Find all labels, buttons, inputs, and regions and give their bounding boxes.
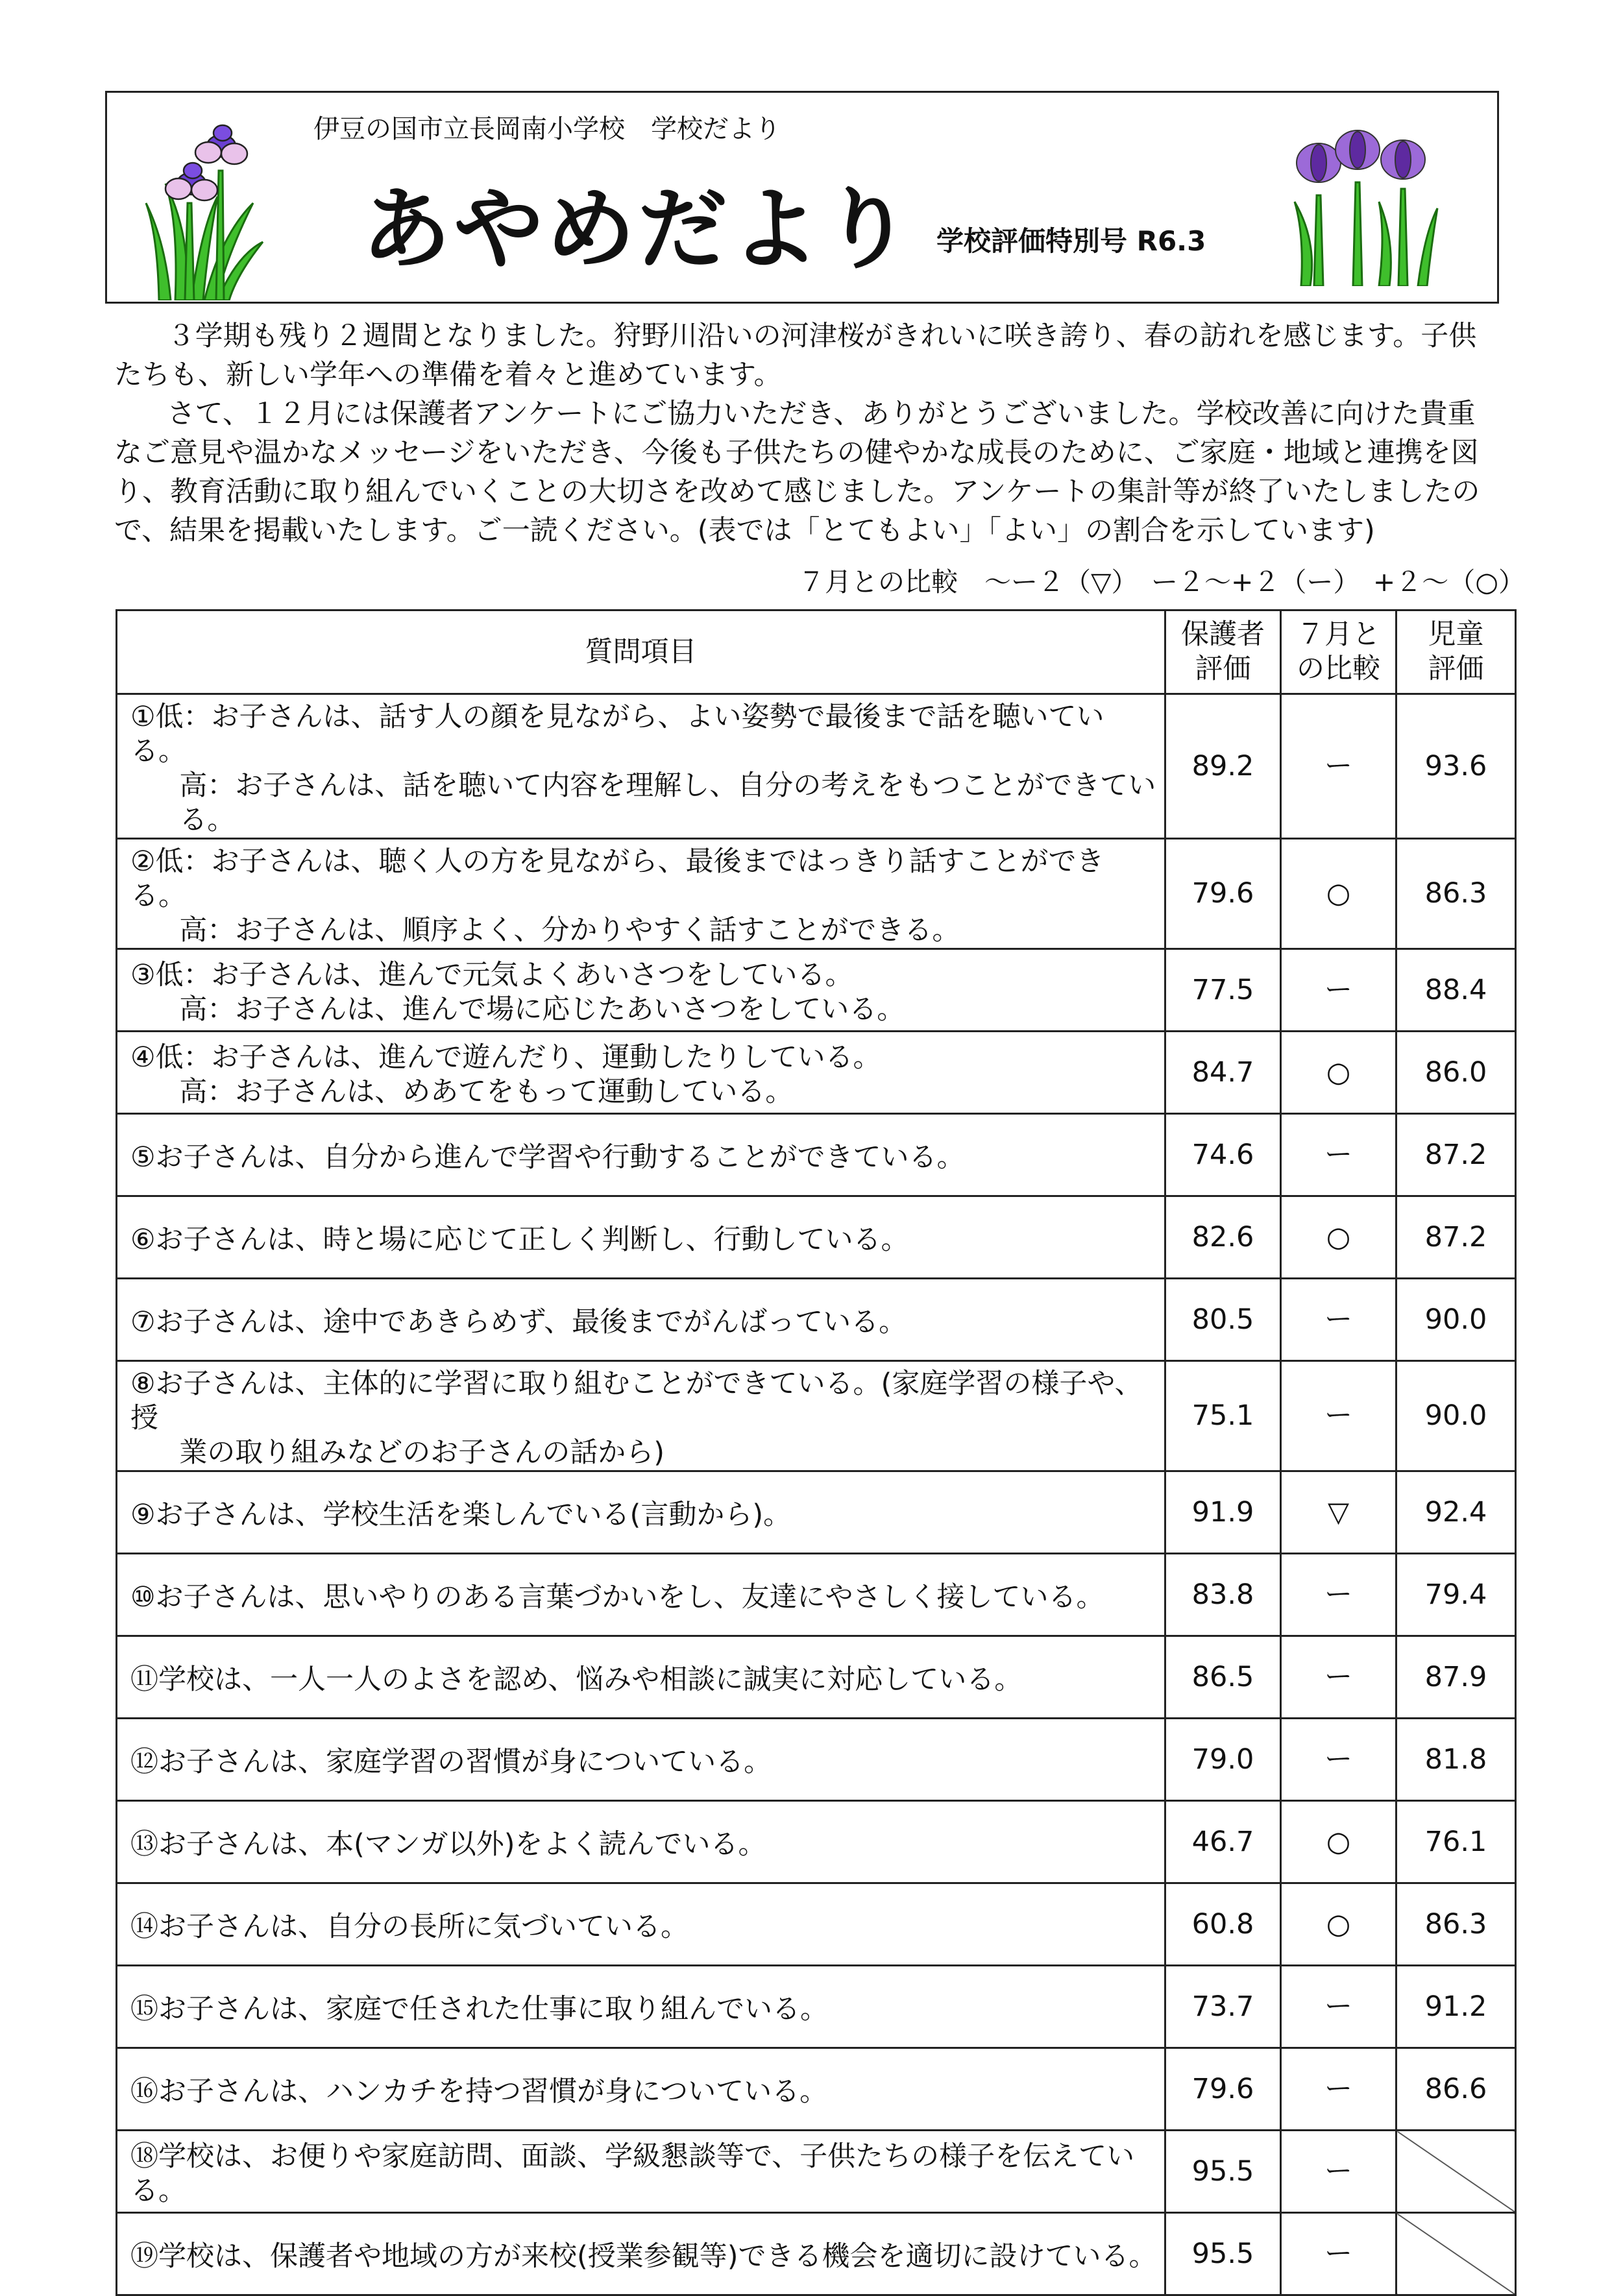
table-header-row xyxy=(117,610,1516,694)
child-score-cell: 86.0 xyxy=(1397,1032,1516,1114)
child-score-cell: 92.4 xyxy=(1397,1471,1516,1554)
question-cell xyxy=(117,2213,1165,2295)
question-line: ⑩お子さんは、思いやりのある言葉づかいをし、友達にやさしく接している。 xyxy=(130,1580,1104,1613)
question-cell xyxy=(117,2048,1165,2131)
school-name: 伊豆の国市立長岡南小学校 学校だより xyxy=(313,114,781,144)
table-row xyxy=(117,694,1516,839)
question-line: ⑧お子さんは、主体的に学習に取り組むことができている。(家庭学習の様子や、授 xyxy=(130,1368,1143,1434)
question-cell xyxy=(117,694,1165,839)
child-score-cell: 86.6 xyxy=(1397,2048,1516,2131)
parent-score-cell: 95.5 xyxy=(1165,2131,1281,2213)
child-score-cell: 93.6 xyxy=(1397,694,1516,839)
child-score-cell: 88.4 xyxy=(1397,949,1516,1032)
comparison-legend: ７月との比較 ～ー２（▽） ー２～+２（ー） +２～（○） xyxy=(798,566,1526,598)
masthead xyxy=(105,91,1499,304)
parent-score-cell: 89.2 xyxy=(1165,694,1281,839)
table-row xyxy=(117,1554,1516,1636)
question-cell xyxy=(117,1032,1165,1114)
header-july-compare: ７月と の比較 xyxy=(1281,610,1397,694)
comparison-cell: ー xyxy=(1281,1554,1397,1636)
child-score-cell: 86.3 xyxy=(1397,839,1516,949)
header-parent-eval: 保護者 評価 xyxy=(1165,610,1281,694)
child-score-cell: 87.2 xyxy=(1397,1196,1516,1279)
comparison-cell: ○ xyxy=(1281,1883,1397,1966)
comparison-cell: ー xyxy=(1281,1719,1397,1801)
table-row xyxy=(117,1883,1516,1966)
parent-score-cell: 79.0 xyxy=(1165,1719,1281,1801)
comparison-cell: ー xyxy=(1281,2131,1397,2213)
question-cell xyxy=(117,1279,1165,1361)
question-cell xyxy=(117,1361,1165,1471)
child-score-cell: 90.0 xyxy=(1397,1361,1516,1471)
table-row xyxy=(117,2131,1516,2213)
comparison-cell: ー xyxy=(1281,1361,1397,1471)
question-cell xyxy=(117,1719,1165,1801)
question-line: ⑱学校は、お便りや家庭訪問、面談、学級懇談等で、子供たちの様子を伝えている。 xyxy=(130,2140,1135,2207)
comparison-cell: ▽ xyxy=(1281,1471,1397,1554)
comparison-cell: ○ xyxy=(1281,839,1397,949)
comparison-cell: ー xyxy=(1281,1636,1397,1719)
parent-score-cell: 80.5 xyxy=(1165,1279,1281,1361)
question-line: ④低：お子さんは、進んで遊んだり、運動したりしている。 xyxy=(130,1041,881,1074)
parent-score-cell: 84.7 xyxy=(1165,1032,1281,1114)
comparison-cell: ー xyxy=(1281,2213,1397,2295)
question-line: 高：お子さんは、話を聴いて内容を理解し、自分の考えをもつことができている。 xyxy=(179,769,1156,836)
question-line: ⑥お子さんは、時と場に応じて正しく判断し、行動している。 xyxy=(130,1223,909,1256)
header-child-eval: 児童 評価 xyxy=(1397,610,1516,694)
question-line: ⑮お子さんは、家庭で任された仕事に取り組んでいる。 xyxy=(130,1992,828,2025)
question-cell xyxy=(117,1636,1165,1719)
question-line: ⑬お子さんは、本(マンガ以外)をよく読んでいる。 xyxy=(130,1828,766,1861)
question-cell xyxy=(117,2131,1165,2213)
table-row xyxy=(117,1471,1516,1554)
question-cell xyxy=(117,839,1165,949)
child-score-cell: 86.3 xyxy=(1397,1883,1516,1966)
table-row xyxy=(117,1966,1516,2048)
special-issue-label: 学校評価特別号 R6.3 xyxy=(936,225,1206,257)
table-row xyxy=(117,1279,1516,1361)
parent-score-cell: 77.5 xyxy=(1165,949,1281,1032)
parent-score-cell: 73.7 xyxy=(1165,1966,1281,2048)
table-row xyxy=(117,1361,1516,1471)
child-score-cell: 87.2 xyxy=(1397,1114,1516,1196)
parent-score-cell: 75.1 xyxy=(1165,1361,1281,1471)
parent-score-cell: 83.8 xyxy=(1165,1554,1281,1636)
table-row xyxy=(117,2048,1516,2131)
table-row xyxy=(117,1196,1516,1279)
question-line: ⑤お子さんは、自分から進んで学習や行動することができている。 xyxy=(130,1141,965,1174)
table-row xyxy=(117,949,1516,1032)
table-row xyxy=(117,1032,1516,1114)
question-line: ②低：お子さんは、聴く人の方を見ながら、最後まではっきり話すことができる。 xyxy=(130,845,1104,912)
comparison-cell: ○ xyxy=(1281,1196,1397,1279)
table-row xyxy=(117,839,1516,949)
table-row xyxy=(117,1114,1516,1196)
parent-score-cell: 91.9 xyxy=(1165,1471,1281,1554)
comparison-cell: ー xyxy=(1281,1279,1397,1361)
comparison-cell: ○ xyxy=(1281,1801,1397,1883)
parent-score-cell: 74.6 xyxy=(1165,1114,1281,1196)
question-line: 高：お子さんは、めあてをもって運動している。 xyxy=(179,1076,794,1108)
parent-score-cell: 82.6 xyxy=(1165,1196,1281,1279)
question-line: ⑪学校は、一人一人のよさを認め、悩みや相談に誠実に対応している。 xyxy=(130,1663,1023,1696)
survey-results-table xyxy=(116,609,1517,2296)
intro-text xyxy=(114,317,1499,550)
question-cell xyxy=(117,1471,1165,1554)
question-line: ③低：お子さんは、進んで元気よくあいさつをしている。 xyxy=(130,959,853,991)
comparison-cell: ー xyxy=(1281,2048,1397,2131)
parent-score-cell: 46.7 xyxy=(1165,1801,1281,1883)
parent-score-cell: 79.6 xyxy=(1165,2048,1281,2131)
question-cell xyxy=(117,1114,1165,1196)
question-line: 業の取り組みなどのお子さんの話から) xyxy=(179,1436,665,1469)
question-cell xyxy=(117,1801,1165,1883)
question-cell xyxy=(117,1554,1165,1636)
question-line: 高：お子さんは、進んで場に応じたあいさつをしている。 xyxy=(179,993,905,1026)
question-line: ⑨お子さんは、学校生活を楽しんでいる(言動から)。 xyxy=(130,1498,792,1531)
intro-paragraph: さて、１２月には保護者アンケートにご協力いただき、ありがとうございました。学校改善に向けた貴重なご意見や温かなメッセージをいただき、今後も子供たちの健やかな成長のために、ご家庭・地域と連携を図り、教育活動に取り組んでいくことの大切さを改めて感じました。アンケートの集計等が終了いたしましたので、結果を掲載いたします。ご一読ください。(表では「とてもよい」「よい」の割合を示しています) xyxy=(114,398,1480,547)
question-line: 高：お子さんは、順序よく、分かりやすく話すことができる。 xyxy=(179,914,960,947)
iris-flower-icon xyxy=(1288,124,1444,286)
child-score-cell: 76.1 xyxy=(1397,1801,1516,1883)
newsletter-title: あやめだより xyxy=(361,177,915,282)
comparison-cell: ー xyxy=(1281,1114,1397,1196)
question-line: ⑲学校は、保護者や地域の方が来校(授業参観等)できる機会を適切に設けている。 xyxy=(130,2240,1157,2273)
question-line: ⑭お子さんは、自分の長所に気づいている。 xyxy=(130,1910,689,1943)
parent-score-cell: 86.5 xyxy=(1165,1636,1281,1719)
intro-paragraph: ３学期も残り２週間となりました。狩野川沿いの河津桜がきれいに咲き誇り、春の訪れを感じます。子供たちも、新しい学年への準備を着々と進めています。 xyxy=(114,320,1477,391)
question-cell xyxy=(117,1196,1165,1279)
question-cell xyxy=(117,1966,1165,2048)
question-line: ①低：お子さんは、話す人の顔を見ながら、よい姿勢で最後まで話を聴いている。 xyxy=(130,701,1104,767)
question-cell xyxy=(117,1883,1165,1966)
child-score-cell: 81.8 xyxy=(1397,1719,1516,1801)
child-score-cell xyxy=(1397,2213,1516,2295)
child-score-cell xyxy=(1397,2131,1516,2213)
comparison-cell: ー xyxy=(1281,694,1397,839)
child-score-cell: 87.9 xyxy=(1397,1636,1516,1719)
table-row xyxy=(117,1719,1516,1801)
header-question-item: 質問項目 xyxy=(117,610,1165,694)
child-score-cell: 79.4 xyxy=(1397,1554,1516,1636)
table-row xyxy=(117,2213,1516,2295)
table-row xyxy=(117,1636,1516,1719)
child-score-cell: 90.0 xyxy=(1397,1279,1516,1361)
iris-flower-icon xyxy=(140,106,269,300)
comparison-cell: ○ xyxy=(1281,1032,1397,1114)
parent-score-cell: 60.8 xyxy=(1165,1883,1281,1966)
question-line: ⑦お子さんは、途中であきらめず、最後までがんばっている。 xyxy=(130,1305,907,1338)
comparison-cell: ー xyxy=(1281,1966,1397,2048)
comparison-cell: ー xyxy=(1281,949,1397,1032)
child-score-cell: 91.2 xyxy=(1397,1966,1516,2048)
parent-score-cell: 95.5 xyxy=(1165,2213,1281,2295)
question-line: ⑫お子さんは、家庭学習の習慣が身についている。 xyxy=(130,1745,772,1778)
table-row xyxy=(117,1801,1516,1883)
question-cell xyxy=(117,949,1165,1032)
question-line: ⑯お子さんは、ハンカチを持つ習慣が身についている。 xyxy=(130,2075,828,2108)
parent-score-cell: 79.6 xyxy=(1165,839,1281,949)
